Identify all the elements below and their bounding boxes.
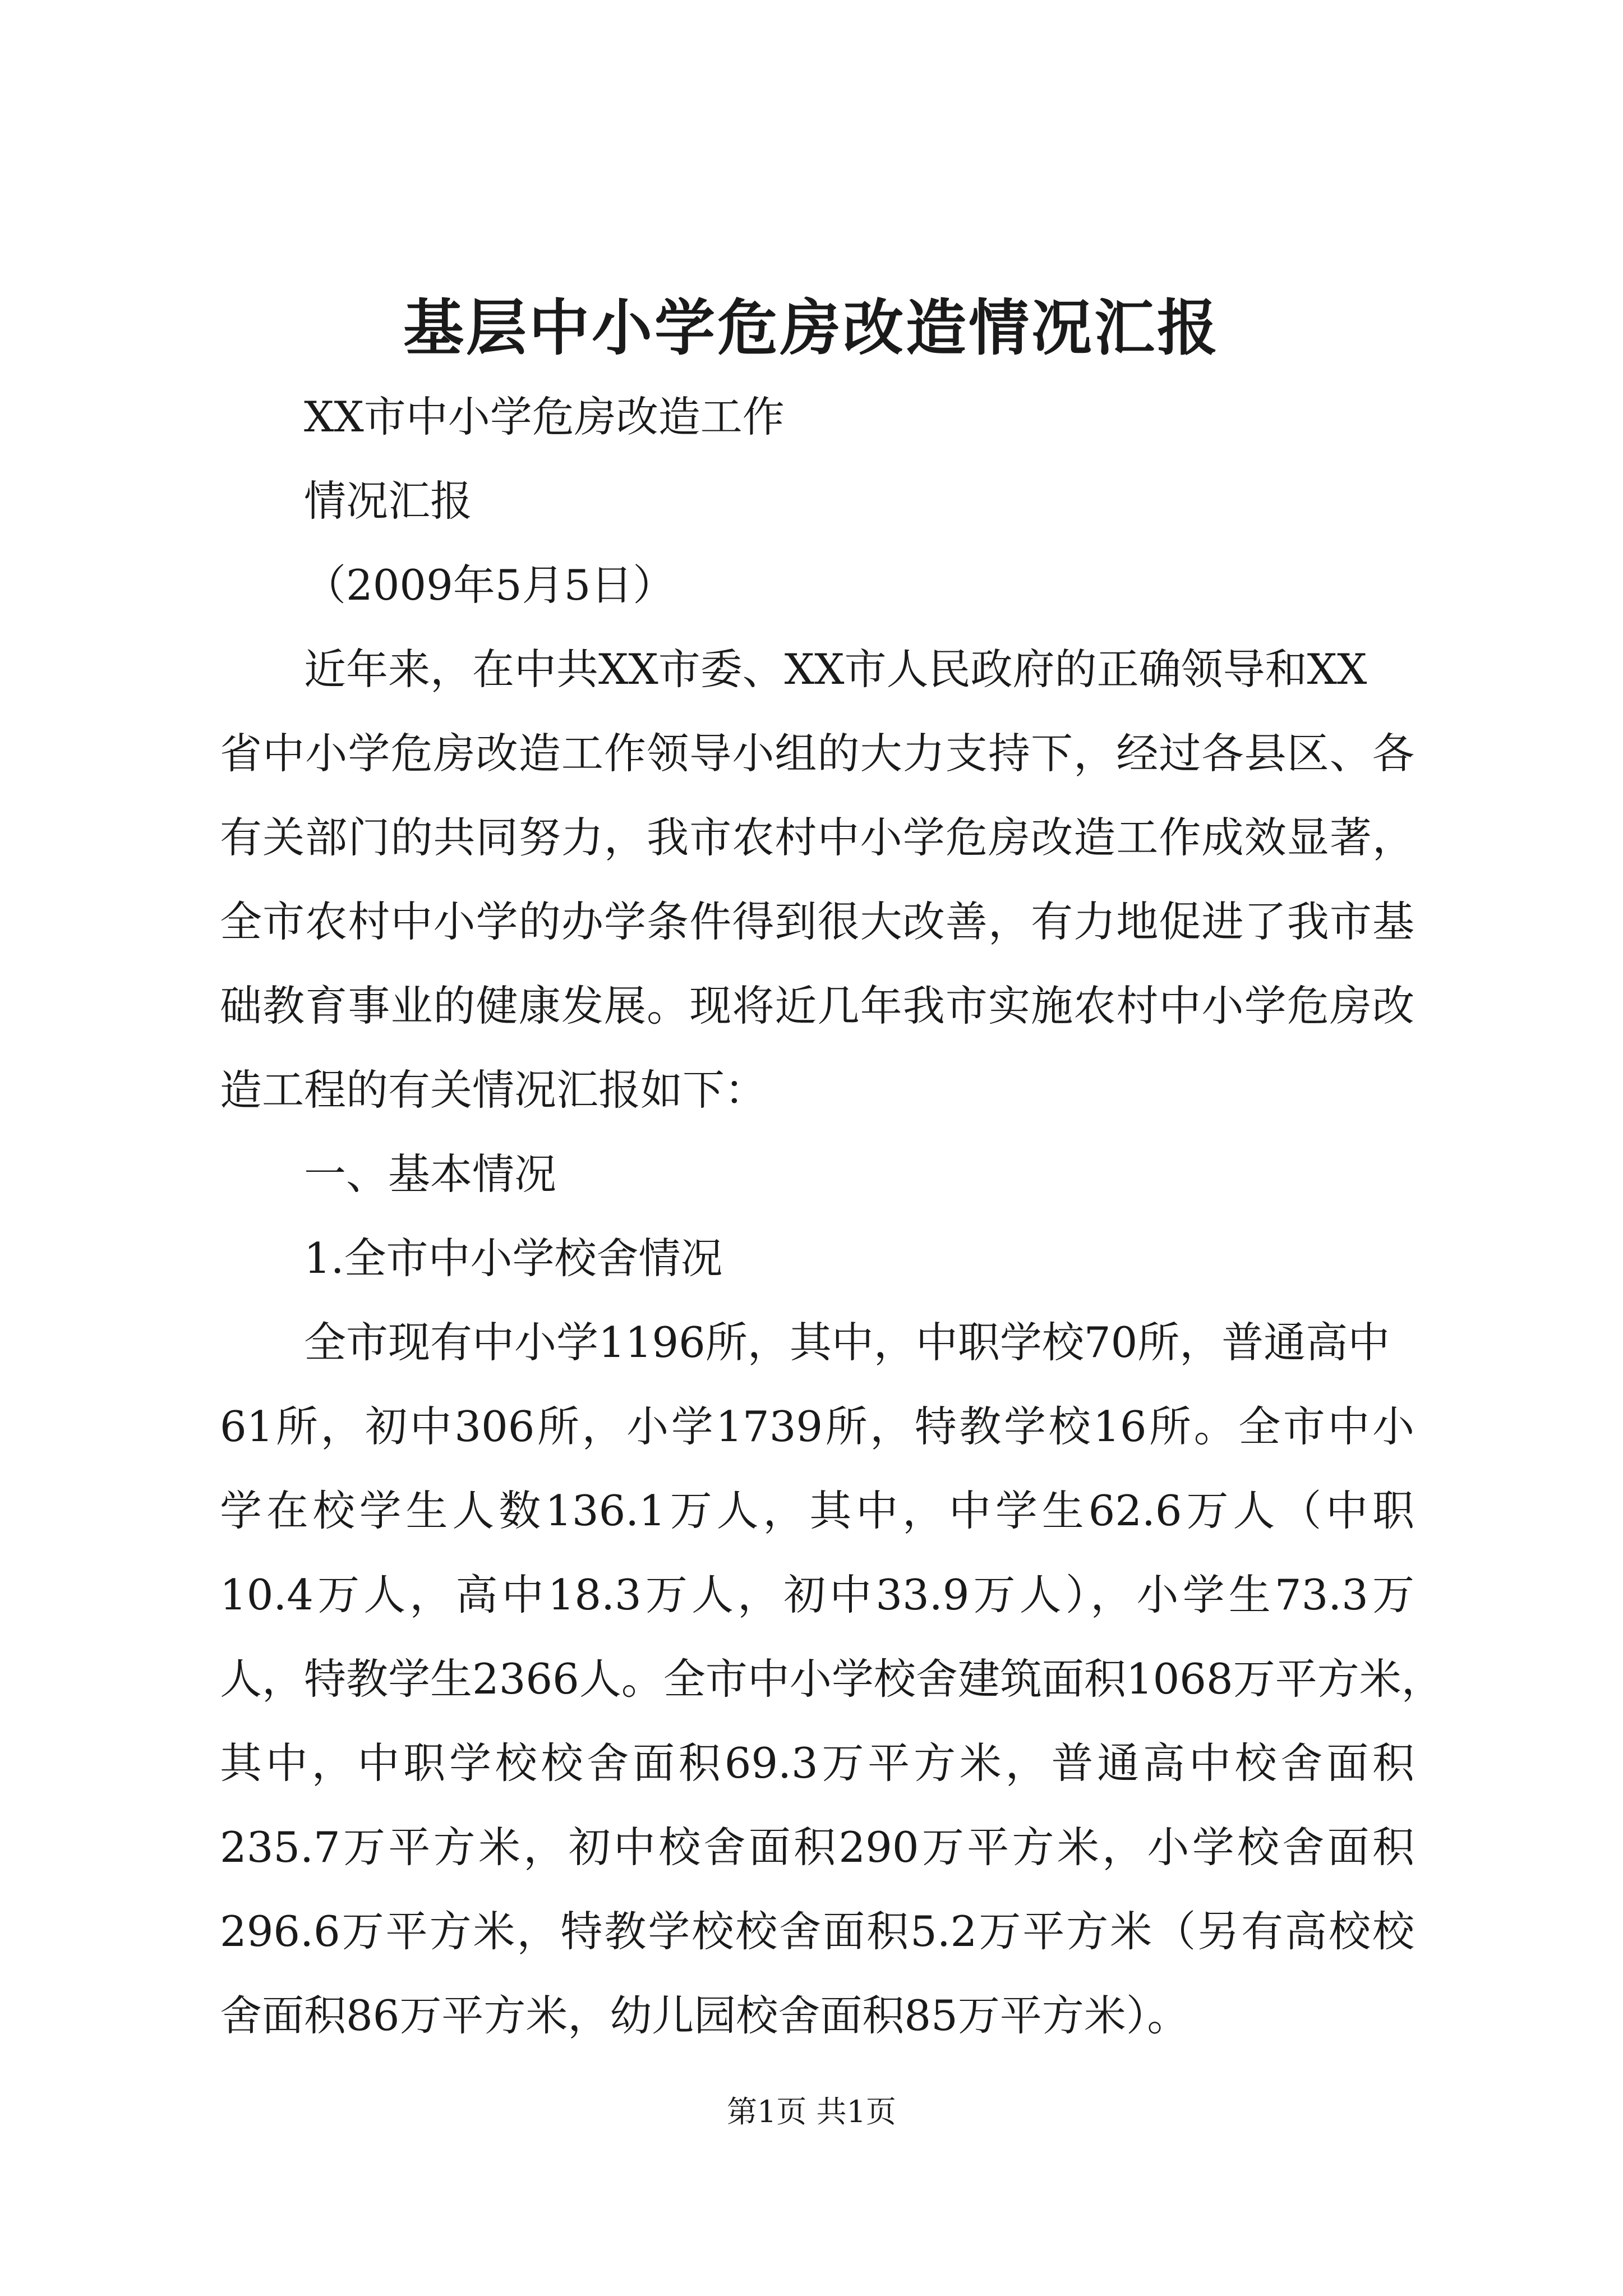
paragraph-2-line: 全市现有中小学1196所，其中，中职学校70所，普通高中 — [304, 1318, 1390, 1367]
subtitle-line-1: XX市中小学危房改造工作 — [304, 392, 785, 441]
paragraph-1-line: 造工程的有关情况汇报如下： — [220, 1065, 767, 1115]
section-heading: 一、基本情况 — [304, 1149, 557, 1199]
paragraph-1-line: 近年来，在中共XX市委、XX市人民政府的正确领导和XX — [304, 645, 1367, 694]
paragraph-2-line: 235.7万平方米，初中校舍面积290万平方米，小学校舍面积 — [220, 1823, 1414, 1872]
paragraph-1-line: 省中小学危房改造工作领导小组的大力支持下，经过各县区、各 — [220, 729, 1414, 778]
paragraph-2-line: 其中，中职学校校舍面积69.3万平方米，普通高中校舍面积 — [220, 1738, 1414, 1788]
paragraph-1-line: 础教育事业的健康发展。现将近几年我市实施农村中小学危房改 — [220, 981, 1414, 1030]
subsection-heading: 1.全市中小学校舍情况 — [304, 1234, 723, 1283]
paragraph-2-line: 学在校学生人数136.1万人，其中，中学生62.6万人（中职 — [220, 1486, 1414, 1535]
paragraph-2-line: 61所，初中306所，小学1739所，特教学校16所。全市中小 — [220, 1402, 1414, 1451]
paragraph-2-line: 296.6万平方米，特教学校校舍面积5.2万平方米（另有高校校 — [220, 1907, 1414, 1956]
subtitle-line-2: 情况汇报 — [304, 476, 473, 526]
paragraph-2-line: 人，特教学生2366人。全市中小学校舍建筑面积1068万平方米， — [220, 1654, 1444, 1704]
paragraph-1-line: 有关部门的共同努力，我市农村中小学危房改造工作成效显著， — [220, 813, 1414, 862]
paragraph-2-line: 10.4万人，高中18.3万人，初中33.9万人），小学生73.3万 — [220, 1570, 1414, 1619]
paragraph-2-line: 舍面积86万平方米，幼儿园校舍面积85万平方米）。 — [220, 1991, 1189, 2040]
document-title: 基层中小学危房改造情况汇报 — [403, 293, 1220, 364]
report-date: （2009年5月5日） — [304, 560, 675, 610]
paragraph-1-line: 全市农村中小学的办学条件得到很大改善，有力地促进了我市基 — [220, 897, 1414, 946]
page-footer: 第1页 共1页 — [727, 2094, 896, 2129]
